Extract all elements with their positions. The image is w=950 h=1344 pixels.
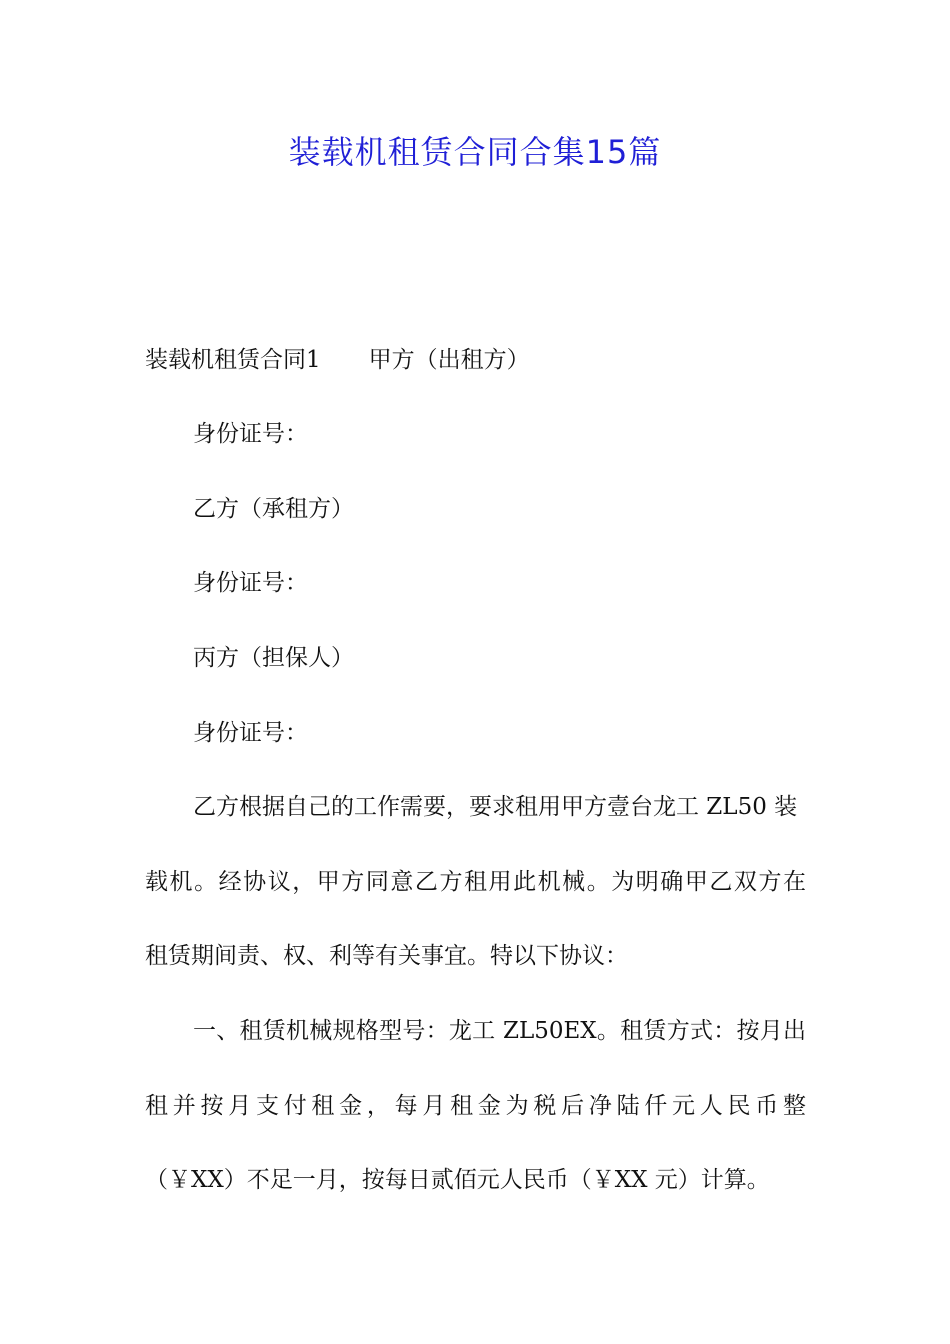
party-c-id-label: 身份证号： — [193, 720, 308, 746]
contract-heading-line — [145, 342, 530, 378]
party-a-id-label: 身份证号： — [193, 421, 308, 447]
paragraph-1-line-3: 租赁期间责、权、利等有关事宜。特以下协议： — [145, 943, 628, 969]
section-label: 装载机租赁合同1 — [145, 347, 321, 373]
paragraph-2-line-1: 一、租赁机械规格型号：龙工 ZL50EX。租赁方式：按月出 — [193, 1018, 806, 1044]
paragraph-2-line-2: 租并按月支付租金，每月租金为税后净陆仟元人民币整 — [145, 1093, 806, 1119]
document-title: 装载机租赁合同合集15篇 — [288, 133, 662, 171]
paragraph-1-line-1: 乙方根据自己的工作需要，要求租用甲方壹台龙工 ZL50 装 — [193, 794, 798, 820]
paragraph-1-line-2: 载机。经协议，甲方同意乙方租用此机械。为明确甲乙双方在 — [145, 869, 806, 895]
party-a-label: 甲方（出租方） — [368, 347, 530, 373]
party-c-label: 丙方（担保人） — [193, 645, 354, 671]
party-b-label: 乙方（承租方） — [193, 496, 354, 522]
party-b-id-label: 身份证号： — [193, 570, 308, 596]
paragraph-2-line-3: （￥XX）不足一月，按每日贰佰元人民币（￥XX 元）计算。 — [145, 1167, 770, 1193]
